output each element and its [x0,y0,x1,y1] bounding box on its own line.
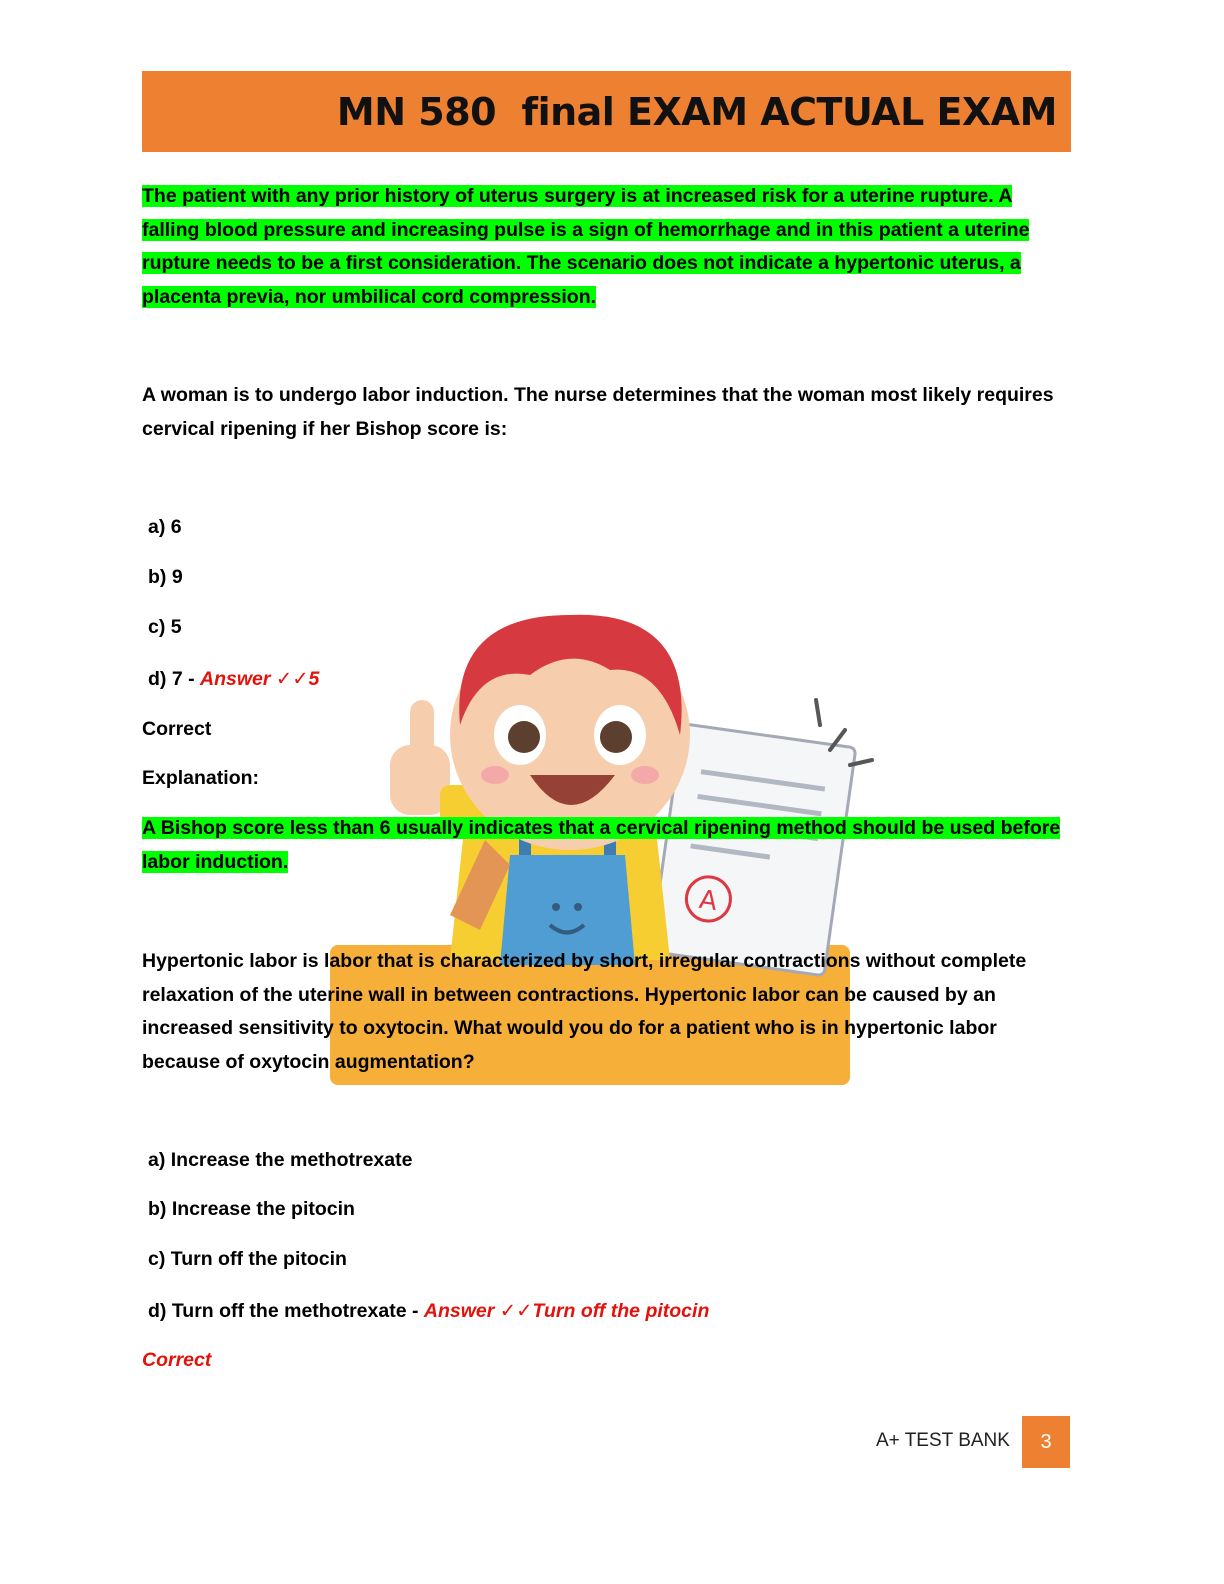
grade-letter: A [697,884,720,918]
result-label: Correct [142,718,212,740]
page-title: MN 580 final EXAM ACTUAL EXAM [336,89,1057,134]
result-label: Correct [142,1349,212,1371]
answer-text: Answer ✓✓5 [200,668,320,690]
option-d-label: d) Turn off the methotrexate - [148,1300,424,1322]
option-c: c) Turn off the pitocin [148,1248,347,1270]
option-d-label: d) 7 - [148,668,200,690]
explanation-label: Explanation: [142,767,260,789]
highlighted-explanation: A Bishop score less than 6 usually indicates that a cervical ripening method should be used before labor induction. [142,817,1061,873]
option-c: c) 5 [148,616,182,638]
answer-text: Answer ✓✓Turn off the pitocin [423,1300,710,1322]
option-d [148,667,319,691]
header-bar [142,71,1071,152]
explanation-paragraph [142,180,1072,314]
highlighted-explanation: The patient with any prior history of uterus surgery is at increased risk for a uterine rupture. A falling blood pressure and increasing pulse is a sign of hemorrhage and in this patient a uterine rupture needs to be a first consideration. The scenario does not indicate a hypertonic uterus, a placenta previa, nor umbilical cord compression. [142,185,1030,308]
question-text: A woman is to undergo labor induction. The nurse determines that the woman most likely requires cervical ripening if her Bishop score is: [142,384,1054,440]
option-a: a) Increase the methotrexate [148,1149,413,1171]
footer-label: A+ TEST BANK [876,1430,1010,1451]
question-text: Hypertonic labor is labor that is characterized by short, irregular contractions without complete relaxation of the uterine wall in between contractions. Hypertonic labor can be caused by an increased sensitivity to oxytocin. What would you do for a patient who is in hypertonic labor because of oxytocin augmentation? [142,950,1027,1073]
explanation-paragraph [142,812,1072,879]
option-d [148,1299,709,1323]
option-b: b) Increase the pitocin [148,1198,355,1220]
option-a: a) 6 [148,516,182,538]
page-number: 3 [1022,1416,1070,1468]
option-b: b) 9 [148,566,183,588]
